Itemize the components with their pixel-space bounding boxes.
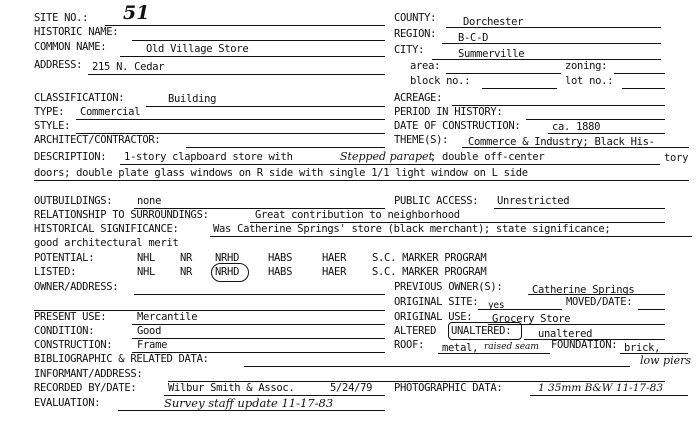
original-use-value: Grocery Store — [492, 313, 571, 325]
period-label: PERIOD IN HISTORY: — [394, 106, 503, 118]
foundation-label: FOUNDATION: — [551, 339, 618, 351]
altered-label: ALTERED — [394, 325, 437, 337]
public-access-value: Unrestricted — [497, 195, 570, 207]
themes-label: THEME(S): — [394, 134, 449, 146]
recorded-date: 5/24/79 — [330, 382, 373, 394]
address-line — [88, 74, 385, 75]
original-use-label: ORIGINAL USE: — [394, 311, 473, 323]
altered-value: unaltered — [538, 328, 593, 340]
foundation-handwritten: low piers — [640, 354, 692, 367]
address-label: ADDRESS: — [34, 59, 83, 71]
architect-line — [186, 147, 385, 148]
present-use-line — [132, 324, 385, 325]
recorded-label: RECORDED BY/DATE: — [34, 382, 137, 394]
historic-name-line — [132, 40, 385, 41]
roof-handwritten: raised seam — [484, 342, 539, 352]
outbuildings-value: none — [137, 195, 162, 207]
county-value: Dorchester — [463, 16, 524, 28]
date-construction-value: ca. 1880 — [552, 121, 601, 133]
region-value: B-C-D — [458, 32, 489, 44]
city-label: CITY: — [394, 44, 425, 56]
evaluation-label: EVALUATION: — [34, 397, 101, 409]
unaltered-label: UNALTERED: — [451, 325, 512, 337]
architect-label: ARCHITECT/CONTRACTOR: — [34, 134, 161, 146]
relationship-value: Great contribution to neighborhood — [255, 209, 460, 221]
moved-date-label: MOVED/DATE: — [566, 296, 633, 308]
previous-owners-value: Catherine Springs — [532, 284, 635, 296]
city-line — [432, 59, 661, 60]
date-construction-label: DATE OF CONSTRUCTION: — [394, 120, 521, 132]
lot-line — [622, 88, 665, 89]
public-access-label: PUBLIC ACCESS: — [394, 195, 479, 207]
description-line — [120, 164, 660, 165]
description-line2-rule — [34, 180, 689, 181]
photographic-value: 1 35mm B&W 11-17-83 — [538, 382, 664, 394]
common-name-value: Old Village Store — [146, 43, 249, 55]
area-label: area: — [410, 60, 441, 72]
themes-line — [462, 147, 689, 148]
original-site-value: yes — [488, 300, 505, 311]
site-no-line — [105, 25, 385, 26]
type-line — [76, 119, 385, 120]
common-name-line — [120, 56, 385, 57]
listed-nr: NR — [180, 266, 193, 278]
bibliographic-line — [244, 366, 630, 367]
roof-value: metal, — [442, 342, 479, 354]
historic-name-label: HISTORIC NAME: — [34, 26, 119, 38]
original-site-line — [478, 309, 562, 310]
listed-nhl: NHL — [137, 266, 156, 278]
potential-nhl: NHL — [137, 252, 156, 264]
potential-nrhd: NRHD — [215, 252, 240, 264]
themes-value: Commerce & Industry; Black His- — [468, 136, 655, 148]
region-label: REGION: — [394, 28, 437, 40]
type-value: Commercial — [80, 106, 141, 118]
description-handwritten: Stepped parapet — [340, 150, 433, 163]
evaluation-value: Survey staff update 11-17-83 — [164, 396, 334, 410]
evaluation-line — [118, 410, 385, 411]
classification-value: Building — [168, 93, 217, 105]
potential-nr: NR — [180, 252, 193, 264]
present-use-value: Mercantile — [137, 311, 198, 323]
themes-overflow: tory — [664, 152, 689, 164]
significance-value: Was Catherine Springs' store (black merchant); state significance; — [213, 223, 611, 235]
photographic-label: PHOTOGRAPHIC DATA: — [394, 382, 503, 394]
foundation-line — [620, 353, 688, 354]
area-line — [446, 73, 561, 74]
lot-label: lot no.: — [565, 75, 614, 87]
condition-value: Good — [137, 325, 162, 337]
county-label: COUNTY: — [394, 12, 437, 24]
listed-haer: HAER — [322, 266, 347, 278]
significance-label: HISTORICAL SIGNIFICANCE: — [34, 223, 179, 235]
roof-label: ROOF: — [394, 339, 425, 351]
period-line — [526, 119, 665, 120]
city-value: Summerville — [458, 48, 525, 60]
roof-line — [438, 353, 550, 354]
previous-owners-line — [528, 294, 665, 295]
relationship-label: RELATIONSHIP TO SURROUNDINGS: — [34, 209, 209, 221]
potential-habs: HABS — [268, 252, 293, 264]
listed-label: LISTED: — [34, 266, 77, 278]
classification-line — [146, 106, 385, 107]
listed-habs: HABS — [268, 266, 293, 278]
original-site-label: ORIGINAL SITE: — [394, 296, 479, 308]
site-no-value: 51 — [123, 2, 150, 24]
style-label: STYLE: — [34, 120, 71, 132]
zoning-line — [614, 73, 665, 74]
unaltered-box-mark — [448, 322, 522, 340]
photographic-line — [530, 395, 688, 396]
county-line — [446, 27, 661, 28]
bibliographic-label: BIBLIOGRAPHIC & RELATED DATA: — [34, 353, 209, 365]
outbuildings-label: OUTBUILDINGS: — [34, 195, 113, 207]
potential-haer: HAER — [322, 252, 347, 264]
nrhd-circle-mark — [211, 263, 249, 282]
foundation-value: brick, — [624, 342, 661, 354]
listed-nrhd: NRHD — [215, 266, 240, 278]
description-label: DESCRIPTION: — [34, 151, 107, 163]
informant-label: INFORMANT/ADDRESS: — [34, 368, 143, 380]
block-label: block no.: — [410, 75, 471, 87]
region-line — [442, 43, 661, 44]
address-value: 215 N. Cedar — [92, 61, 165, 73]
owner-address-line — [134, 294, 385, 295]
zoning-label: zoning: — [565, 60, 608, 72]
condition-line — [132, 338, 385, 339]
present-use-label: PRESENT USE: — [34, 311, 107, 323]
date-construction-line — [548, 133, 665, 134]
description-value-a: 1-story clapboard store with — [124, 151, 293, 163]
block-line — [482, 88, 557, 89]
public-access-line — [494, 208, 665, 209]
construction-label: CONSTRUCTION: — [34, 339, 113, 351]
acreage-label: ACREAGE: — [394, 92, 443, 104]
owner-address-label: OWNER/ADDRESS: — [34, 281, 119, 293]
description-value-b: ; double off-center — [430, 151, 545, 163]
condition-label: CONDITION: — [34, 325, 95, 337]
previous-owners-label: PREVIOUS OWNER(S): — [394, 281, 503, 293]
moved-date-line — [638, 309, 665, 310]
listed-sc-marker: S.C. MARKER PROGRAM — [372, 266, 487, 278]
common-name-label: COMMON NAME: — [34, 41, 107, 53]
significance-line2: good architectural merit — [34, 237, 179, 249]
significance-line — [210, 236, 692, 237]
classification-label: CLASSIFICATION: — [34, 92, 125, 104]
type-label: TYPE: — [34, 106, 65, 118]
potential-sc-marker: S.C. MARKER PROGRAM — [372, 252, 487, 264]
construction-value: Frame — [137, 339, 168, 351]
recorded-value: Wilbur Smith & Assoc. — [168, 382, 295, 394]
potential-label: POTENTIAL: — [34, 252, 95, 264]
site-no-label: SITE NO.: — [34, 12, 89, 24]
description-line2: doors; double plate glass windows on R side with single 1/1 light window on L side — [34, 167, 528, 179]
